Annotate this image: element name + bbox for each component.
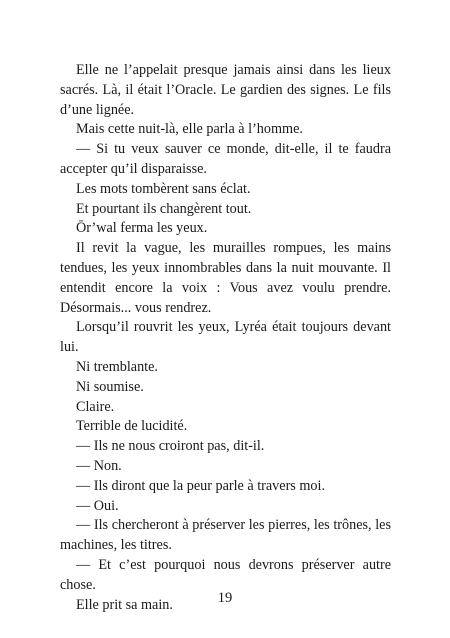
paragraph: — Non. [76, 457, 122, 474]
paragraph: Terrible de lucidité. [76, 418, 188, 435]
paragraph: — Et c’est pourquoi nous devrons préserver autre chose. [60, 556, 391, 593]
paragraph: Les mots tombèrent sans éclat. [76, 180, 251, 197]
paragraph: — Si tu veux sauver ce monde, dit-elle, il te faudra accepter qu’il disparaisse. [60, 141, 391, 177]
paragraph: Claire. [76, 398, 115, 415]
paragraph: Lorsqu’il rouvrit les yeux, Lyréa était toujours devant lui. [60, 319, 391, 356]
paragraph: — Oui. [76, 497, 119, 514]
paragraph: — Ils diront que la peur parle à travers moi. [76, 477, 325, 494]
paragraph: — Ils ne nous croiront pas, dit-il. [76, 438, 265, 455]
paragraph: Mais cette nuit-là, elle parla à l’homme. [76, 121, 303, 138]
paragraph: Ōr’wal ferma les yeux. [76, 220, 208, 237]
paragraph: Elle ne l’appelait presque jamais ainsi dans les lieux sacrés. Là, il était l’Oracle. Le gardien des signes. Le fils d’une lignée. [60, 62, 391, 118]
paragraph: Ni tremblante. [76, 358, 158, 375]
page-number: 19 [217, 590, 233, 606]
paragraph: Ni soumise. [76, 378, 144, 395]
paragraph: — Ils chercheront à préserver les pierres, les trônes, les machines, les titres. [60, 517, 391, 554]
paragraph: Il revit la vague, les murailles rompues, les mains tendues, les yeux innombrables dans la nuit mouvante. Il entendit encore la voix : Vous avez voulu prendre. Désormais... vous rendrez. [60, 240, 391, 316]
paragraph: Elle prit sa main. [76, 596, 173, 613]
paragraph: Et pourtant ils changèrent tout. [76, 200, 252, 217]
body-text [60, 61, 391, 615]
